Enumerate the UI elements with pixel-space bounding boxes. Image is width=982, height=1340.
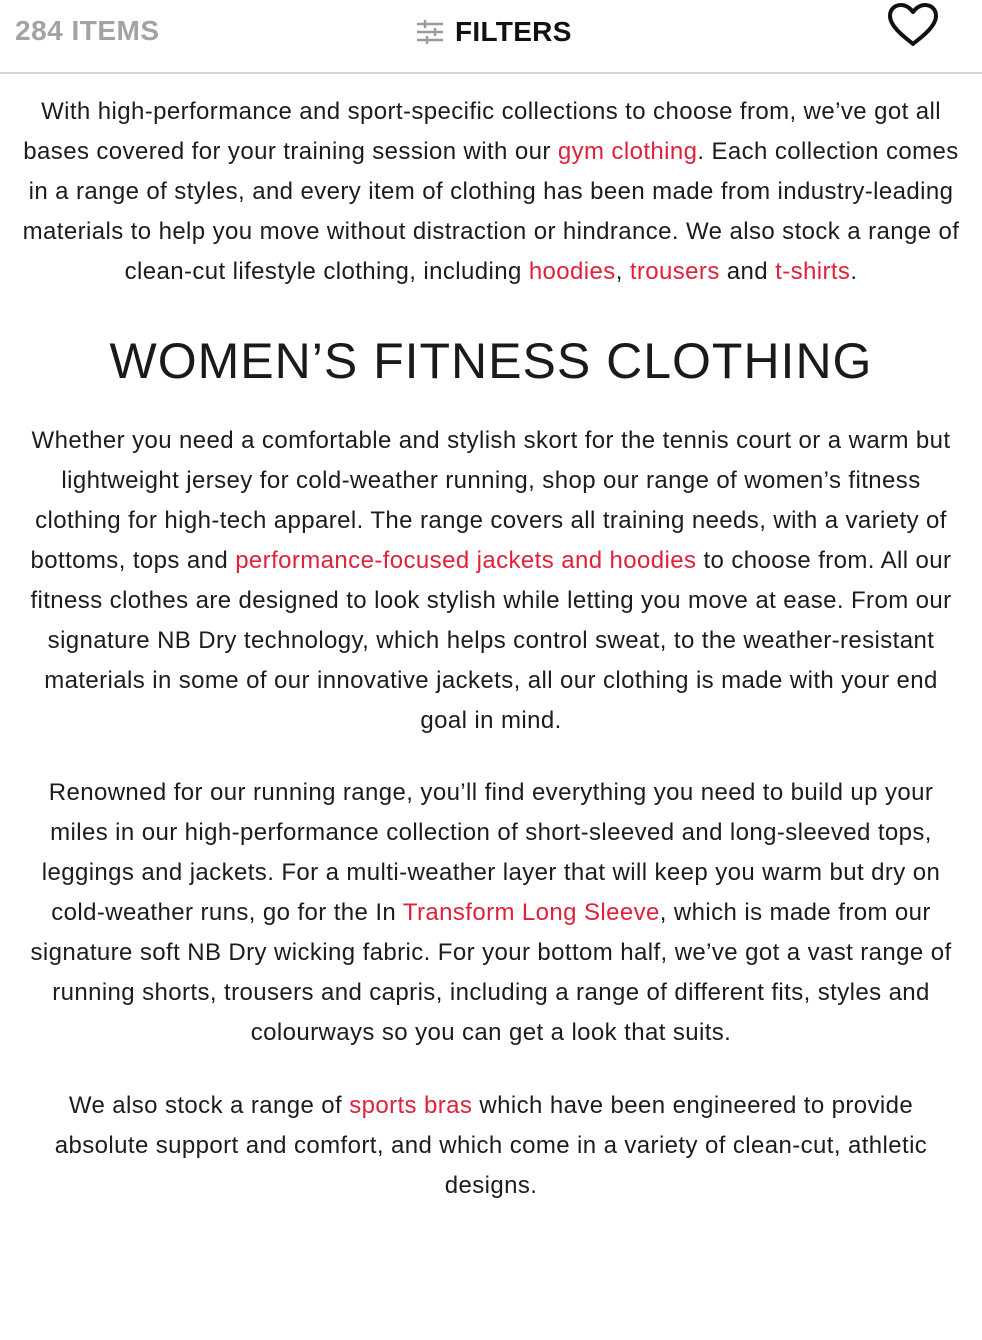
link-t-shirts[interactable]: t-shirts (775, 258, 851, 285)
link-jackets-and-hoodies[interactable]: performance-focused jackets and hoodies (235, 547, 697, 574)
intro-text-2: . Each collection comes in a range of styles, and every item of clothing has been made from industry-leading materials to help you move without distraction or hindrance. We also stock a range of clean-cut lifestyle clothing, including (22, 138, 960, 285)
sliders-icon (415, 17, 445, 47)
paragraph-sports-bras (22, 1086, 960, 1206)
top-toolbar (0, 0, 982, 74)
intro-text-4: and (719, 258, 776, 285)
p1-text-2: to choose from. All our fitness clothes are designed to look stylish while letting you move at ease. From our signature NB Dry technology, which helps control sweat, to the weather-resistant materials in some of our innovative jackets, all our clothing is made with your end goal in mind. (30, 547, 952, 734)
link-transform-long-sleeve[interactable]: Transform Long Sleeve (402, 899, 660, 926)
p3-text-1: We also stock a range of (68, 1092, 350, 1119)
intro-text-3: , (615, 258, 630, 285)
link-trousers[interactable]: trousers (629, 258, 720, 285)
p3-text-2: which have been engineered to provide absolute support and comfort, and which come in a variety of clean-cut, athletic designs. (54, 1092, 928, 1199)
paragraph-running-range (22, 773, 960, 1053)
seo-description (22, 92, 960, 1206)
filters-label: FILTERS (455, 16, 572, 47)
heart-icon[interactable] (886, 2, 940, 48)
filters-button[interactable] (415, 14, 572, 50)
p1-text-1: Whether you need a comfortable and stylish skort for the tennis court or a warm but lightweight jersey for cold-weather running, shop our range of women’s fitness clothing for high-tech apparel. The range covers all training needs, with a variety of bottoms, tops and (30, 427, 951, 574)
section-heading: WOMEN’S FITNESS CLOTHING (109, 333, 873, 389)
paragraph-fitness-clothing (22, 421, 960, 741)
link-hoodies[interactable]: hoodies (528, 258, 616, 285)
intro-paragraph (22, 92, 960, 292)
p2-text-1: Renowned for our running range, you’ll find everything you need to build up your miles in our high-performance collection of short-sleeved and long-sleeved tops, leggings and jackets. For a multi-weather layer that will keep you warm but dry on cold-weather runs, go for the In (41, 779, 941, 926)
link-gym-clothing[interactable]: gym clothing (557, 138, 698, 165)
item-count: 284 ITEMS (15, 15, 160, 46)
link-sports-bras[interactable]: sports bras (349, 1092, 473, 1119)
intro-text-1: With high-performance and sport-specific collections to choose from, we’ve got all bases covered for your training session with our (23, 98, 941, 165)
p2-text-2: , which is made from our signature soft NB Dry wicking fabric. For your bottom half, we’ve got a vast range of running shorts, trousers and capris, including a range of different fits, styles and colourways so you can get a look that suits. (30, 899, 952, 1046)
intro-text-5: . (850, 258, 858, 285)
